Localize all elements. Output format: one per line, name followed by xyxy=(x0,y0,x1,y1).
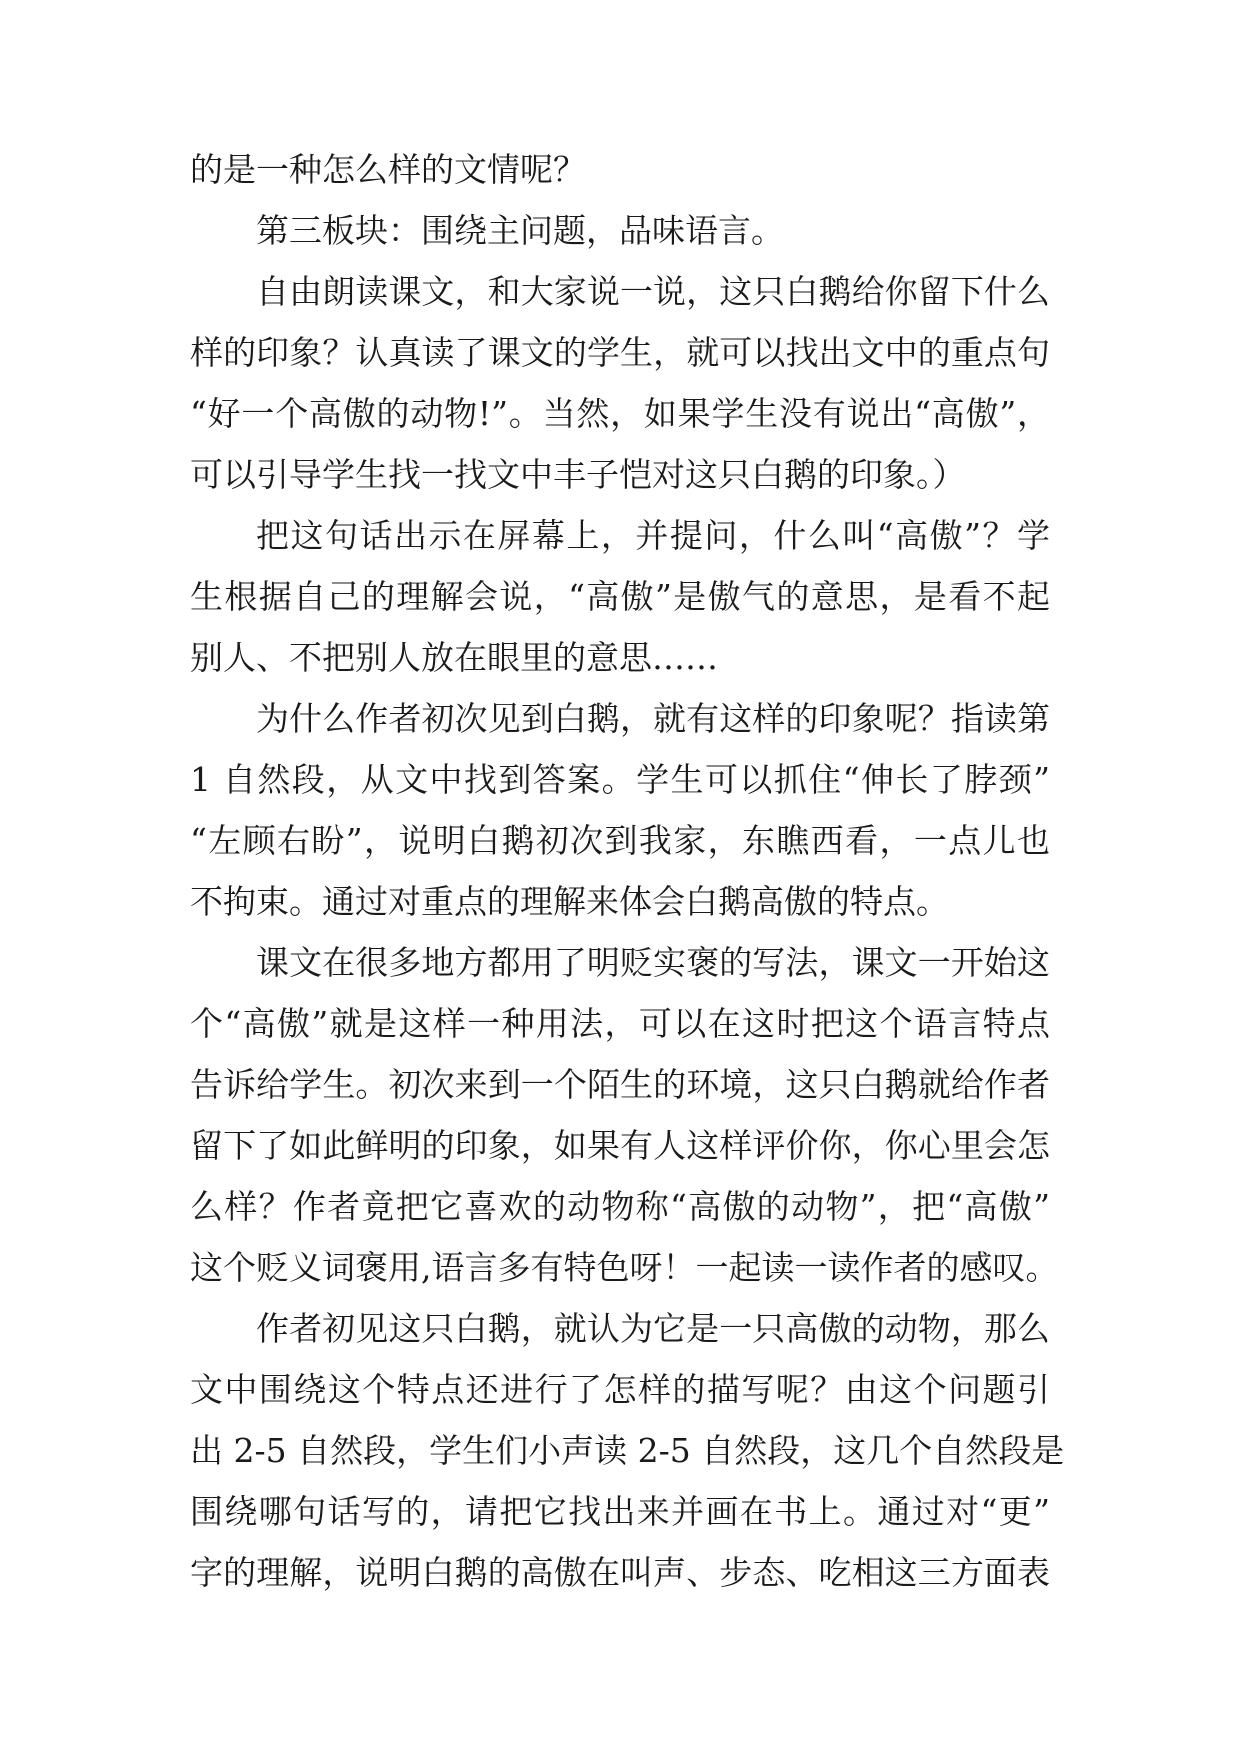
text-line: 留下了如此鲜明的印象，如果有人这样评价你，你心里会怎 xyxy=(190,1126,1050,1165)
text-line: 1 自然段，从文中找到答案。学生可以抓住“伸长了脖颈” xyxy=(190,760,1050,799)
text-line: 出 2-5 自然段，学生们小声读 2-5 自然段，这几个自然段是 xyxy=(190,1431,1065,1470)
section-heading: 第三板块：围绕主问题，品味语言。 xyxy=(256,211,784,250)
text-line: 字的理解，说明白鹅的高傲在叫声、步态、吃相这三方面表 xyxy=(190,1553,1050,1592)
text-line: 生根据自己的理解会说，“高傲”是傲气的意思，是看不起 xyxy=(190,577,1050,616)
text-line: 不拘束。通过对重点的理解来体会白鹅高傲的特点。 xyxy=(190,882,949,921)
text-line: “好一个高傲的动物!”。当然，如果学生没有说出“高傲”， xyxy=(190,394,1050,433)
text-line: 么样？作者竟把它喜欢的动物称“高傲的动物”，把“高傲” xyxy=(190,1187,1050,1226)
text-line: 样的印象？认真读了课文的学生，就可以找出文中的重点句 xyxy=(190,333,1050,372)
text-line: 课文在很多地方都用了明贬实褒的写法，课文一开始这 xyxy=(256,943,1050,982)
text-line: 自由朗读课文，和大家说一说，这只白鹅给你留下什么 xyxy=(256,272,1050,311)
text-line: “左顾右盼”，说明白鹅初次到我家，东瞧西看，一点儿也 xyxy=(190,821,1050,860)
text-line: 个“高傲”就是这样一种用法，可以在这时把这个语言特点 xyxy=(190,1004,1050,1043)
text-line: 作者初见这只白鹅，就认为它是一只高傲的动物，那么 xyxy=(256,1309,1050,1348)
text-line: 的是一种怎么样的文情呢？ xyxy=(190,150,586,189)
text-line: 文中围绕这个特点还进行了怎样的描写呢？由这个问题引 xyxy=(190,1370,1050,1409)
text-line: 为什么作者初次见到白鹅，就有这样的印象呢？指读第 xyxy=(256,699,1050,738)
text-line: 围绕哪句话写的，请把它找出来并画在书上。通过对“更” xyxy=(190,1492,1050,1531)
text-line: 告诉给学生。初次来到一个陌生的环境，这只白鹅就给作者 xyxy=(190,1065,1050,1104)
text-line: 这个贬义词褒用,语言多有特色呀！一起读一读作者的感叹。 xyxy=(190,1248,1059,1287)
text-line: 别人、不把别人放在眼里的意思…… xyxy=(190,638,718,677)
text-line: 把这句话出示在屏幕上，并提问，什么叫“高傲”？学 xyxy=(256,516,1050,555)
text-line: 可以引导学生找一找文中丰子恺对这只白鹅的印象。） xyxy=(190,455,966,494)
